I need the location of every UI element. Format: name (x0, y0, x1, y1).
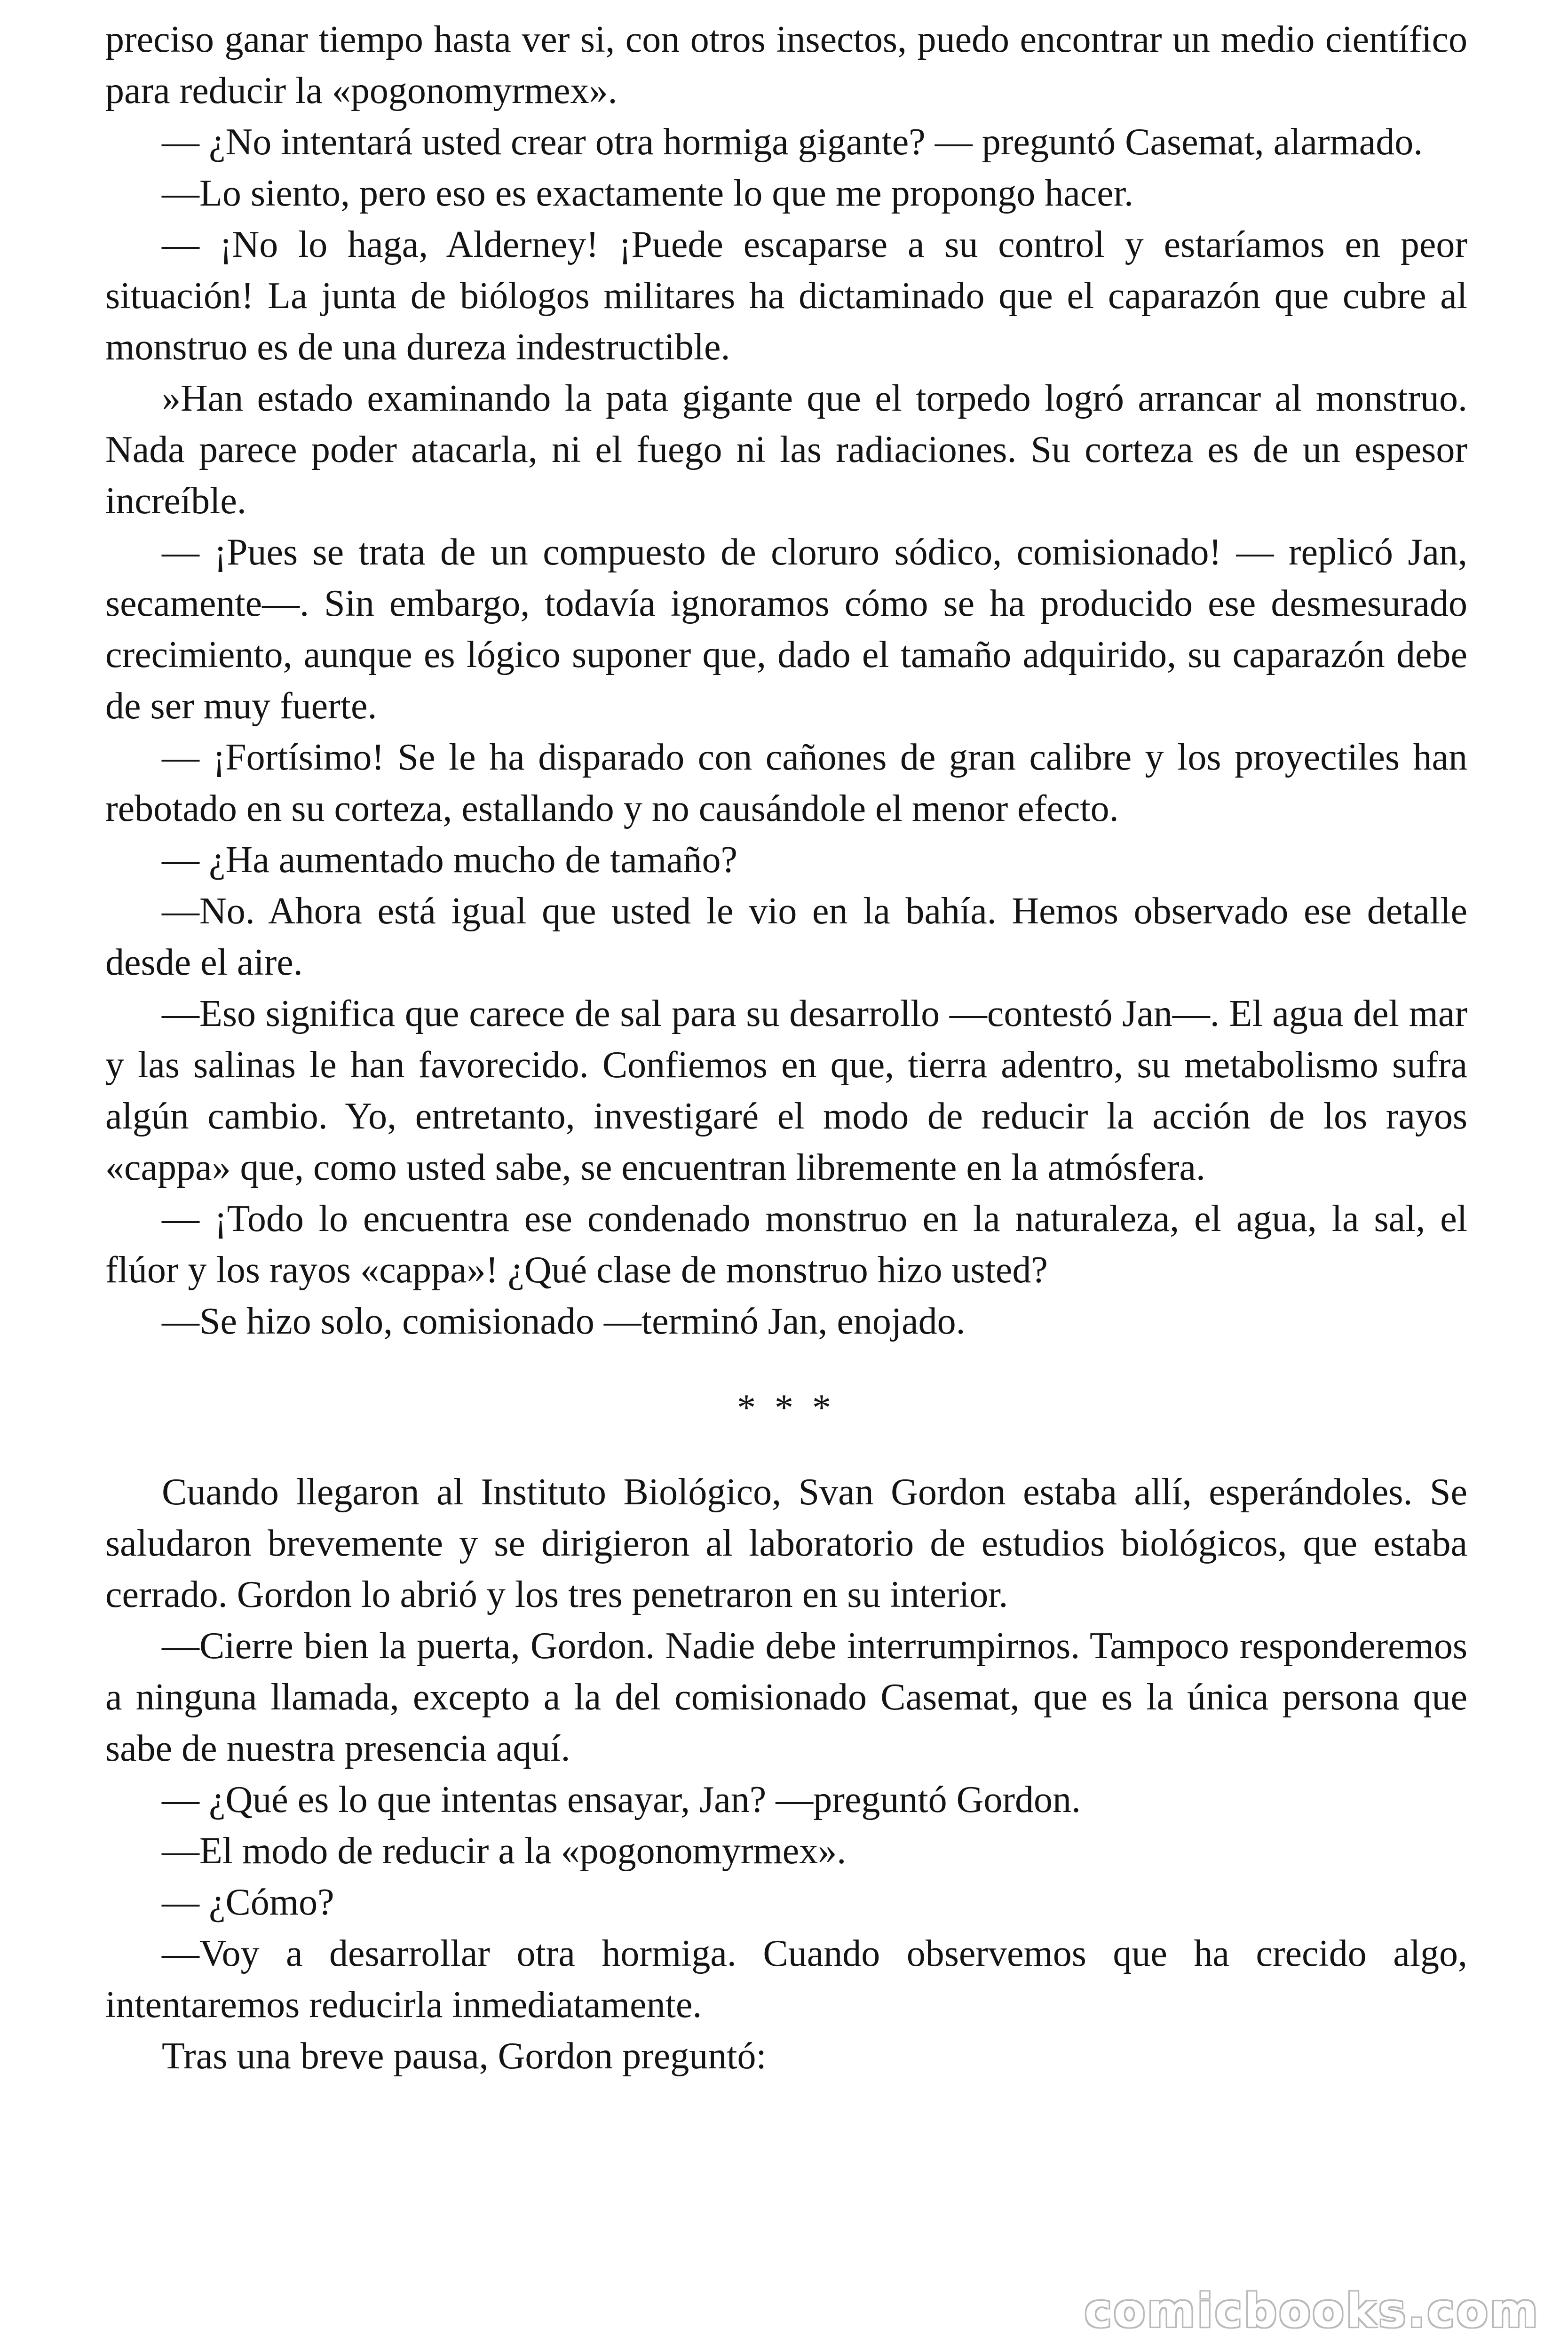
paragraph: —Voy a desarrollar otra hormiga. Cuando observemos que ha crecido algo, intentaremos reducirla inmediatamente. (105, 1933, 1467, 2026)
paragraph: — ¿Cómo? (162, 1882, 334, 1923)
paragraph: Cuando llegaron al Instituto Biológico, Svan Gordon estaba allí, esperándoles. Se saludaron brevemente y se dirigieron al laboratorio de estudios biológicos, que estaba cerrado. Gordon lo abrió y los tres penetraron en su interior. (105, 1471, 1467, 1615)
paragraph: —Se hizo solo, comisionado —terminó Jan, enojado. (162, 1301, 966, 1342)
paragraph: preciso ganar tiempo hasta ver si, con otros insectos, puedo encontrar un medio científico para reducir la «pogonomyrmex». (105, 19, 1467, 111)
paragraph: — ¡Fortísimo! Se le ha disparado con cañones de gran calibre y los proyectiles han rebotado en su corteza, estallando y no causándole el menor efecto. (105, 737, 1467, 829)
watermark: comicbooks.com (1084, 2284, 1540, 2338)
scene-separator: * * * (737, 1387, 836, 1429)
paragraph: —No. Ahora está igual que usted le vio en la bahía. Hemos observado ese detalle desde el aire. (105, 890, 1467, 983)
book-page (105, 14, 1467, 2082)
paragraph: — ¿Ha aumentado mucho de tamaño? (162, 839, 737, 881)
paragraph: — ¿No intentará usted crear otra hormiga gigante? — preguntó Casemat, alarmado. (162, 121, 1423, 163)
paragraph: — ¡Pues se trata de un compuesto de cloruro sódico, comisionado! — replicó Jan, secamente—. Sin embargo, todavía ignoramos cómo se ha producido ese desmesurado crecimiento, aunque es lógico suponer que, dado el tamaño adquirido, su caparazón debe de ser muy fuerte. (105, 532, 1467, 727)
paragraph: Tras una breve pausa, Gordon preguntó: (162, 2035, 767, 2077)
paragraph: —Lo siento, pero eso es exactamente lo que me propongo hacer. (162, 173, 1133, 214)
paragraph: — ¡No lo haga, Alderney! ¡Puede escaparse a su control y estaríamos en peor situación! La junta de biólogos militares ha dictaminado que el caparazón que cubre al monstruo es de una dureza indestructible. (105, 224, 1467, 368)
paragraph: »Han estado examinando la pata gigante que el torpedo logró arrancar al monstruo. Nada parece poder atacarla, ni el fuego ni las radiaciones. Su corteza es de un espesor increíble. (105, 378, 1467, 522)
paragraph: — ¿Qué es lo que intentas ensayar, Jan? —preguntó Gordon. (162, 1779, 1081, 1820)
paragraph: —El modo de reducir a la «pogonomyrmex». (162, 1830, 847, 1872)
paragraph: —Eso significa que carece de sal para su desarrollo —contestó Jan—. El agua del mar y las salinas le han favorecido. Confiemos en que, tierra adentro, su metabolismo sufra algún cambio. Yo, entretanto, investigaré el modo de reducir la acción de los rayos «cappa» que, como usted sabe, se encuentran libremente en la atmósfera. (105, 993, 1467, 1188)
paragraph: —Cierre bien la puerta, Gordon. Nadie debe interrumpirnos. Tampoco responderemos a ninguna llamada, excepto a la del comisionado Casemat, que es la única persona que sabe de nuestra presencia aquí. (105, 1625, 1467, 1769)
paragraph: — ¡Todo lo encuentra ese condenado monstruo en la naturaleza, el agua, la sal, el flúor y los rayos «cappa»! ¿Qué clase de monstruo hizo usted? (105, 1198, 1467, 1291)
